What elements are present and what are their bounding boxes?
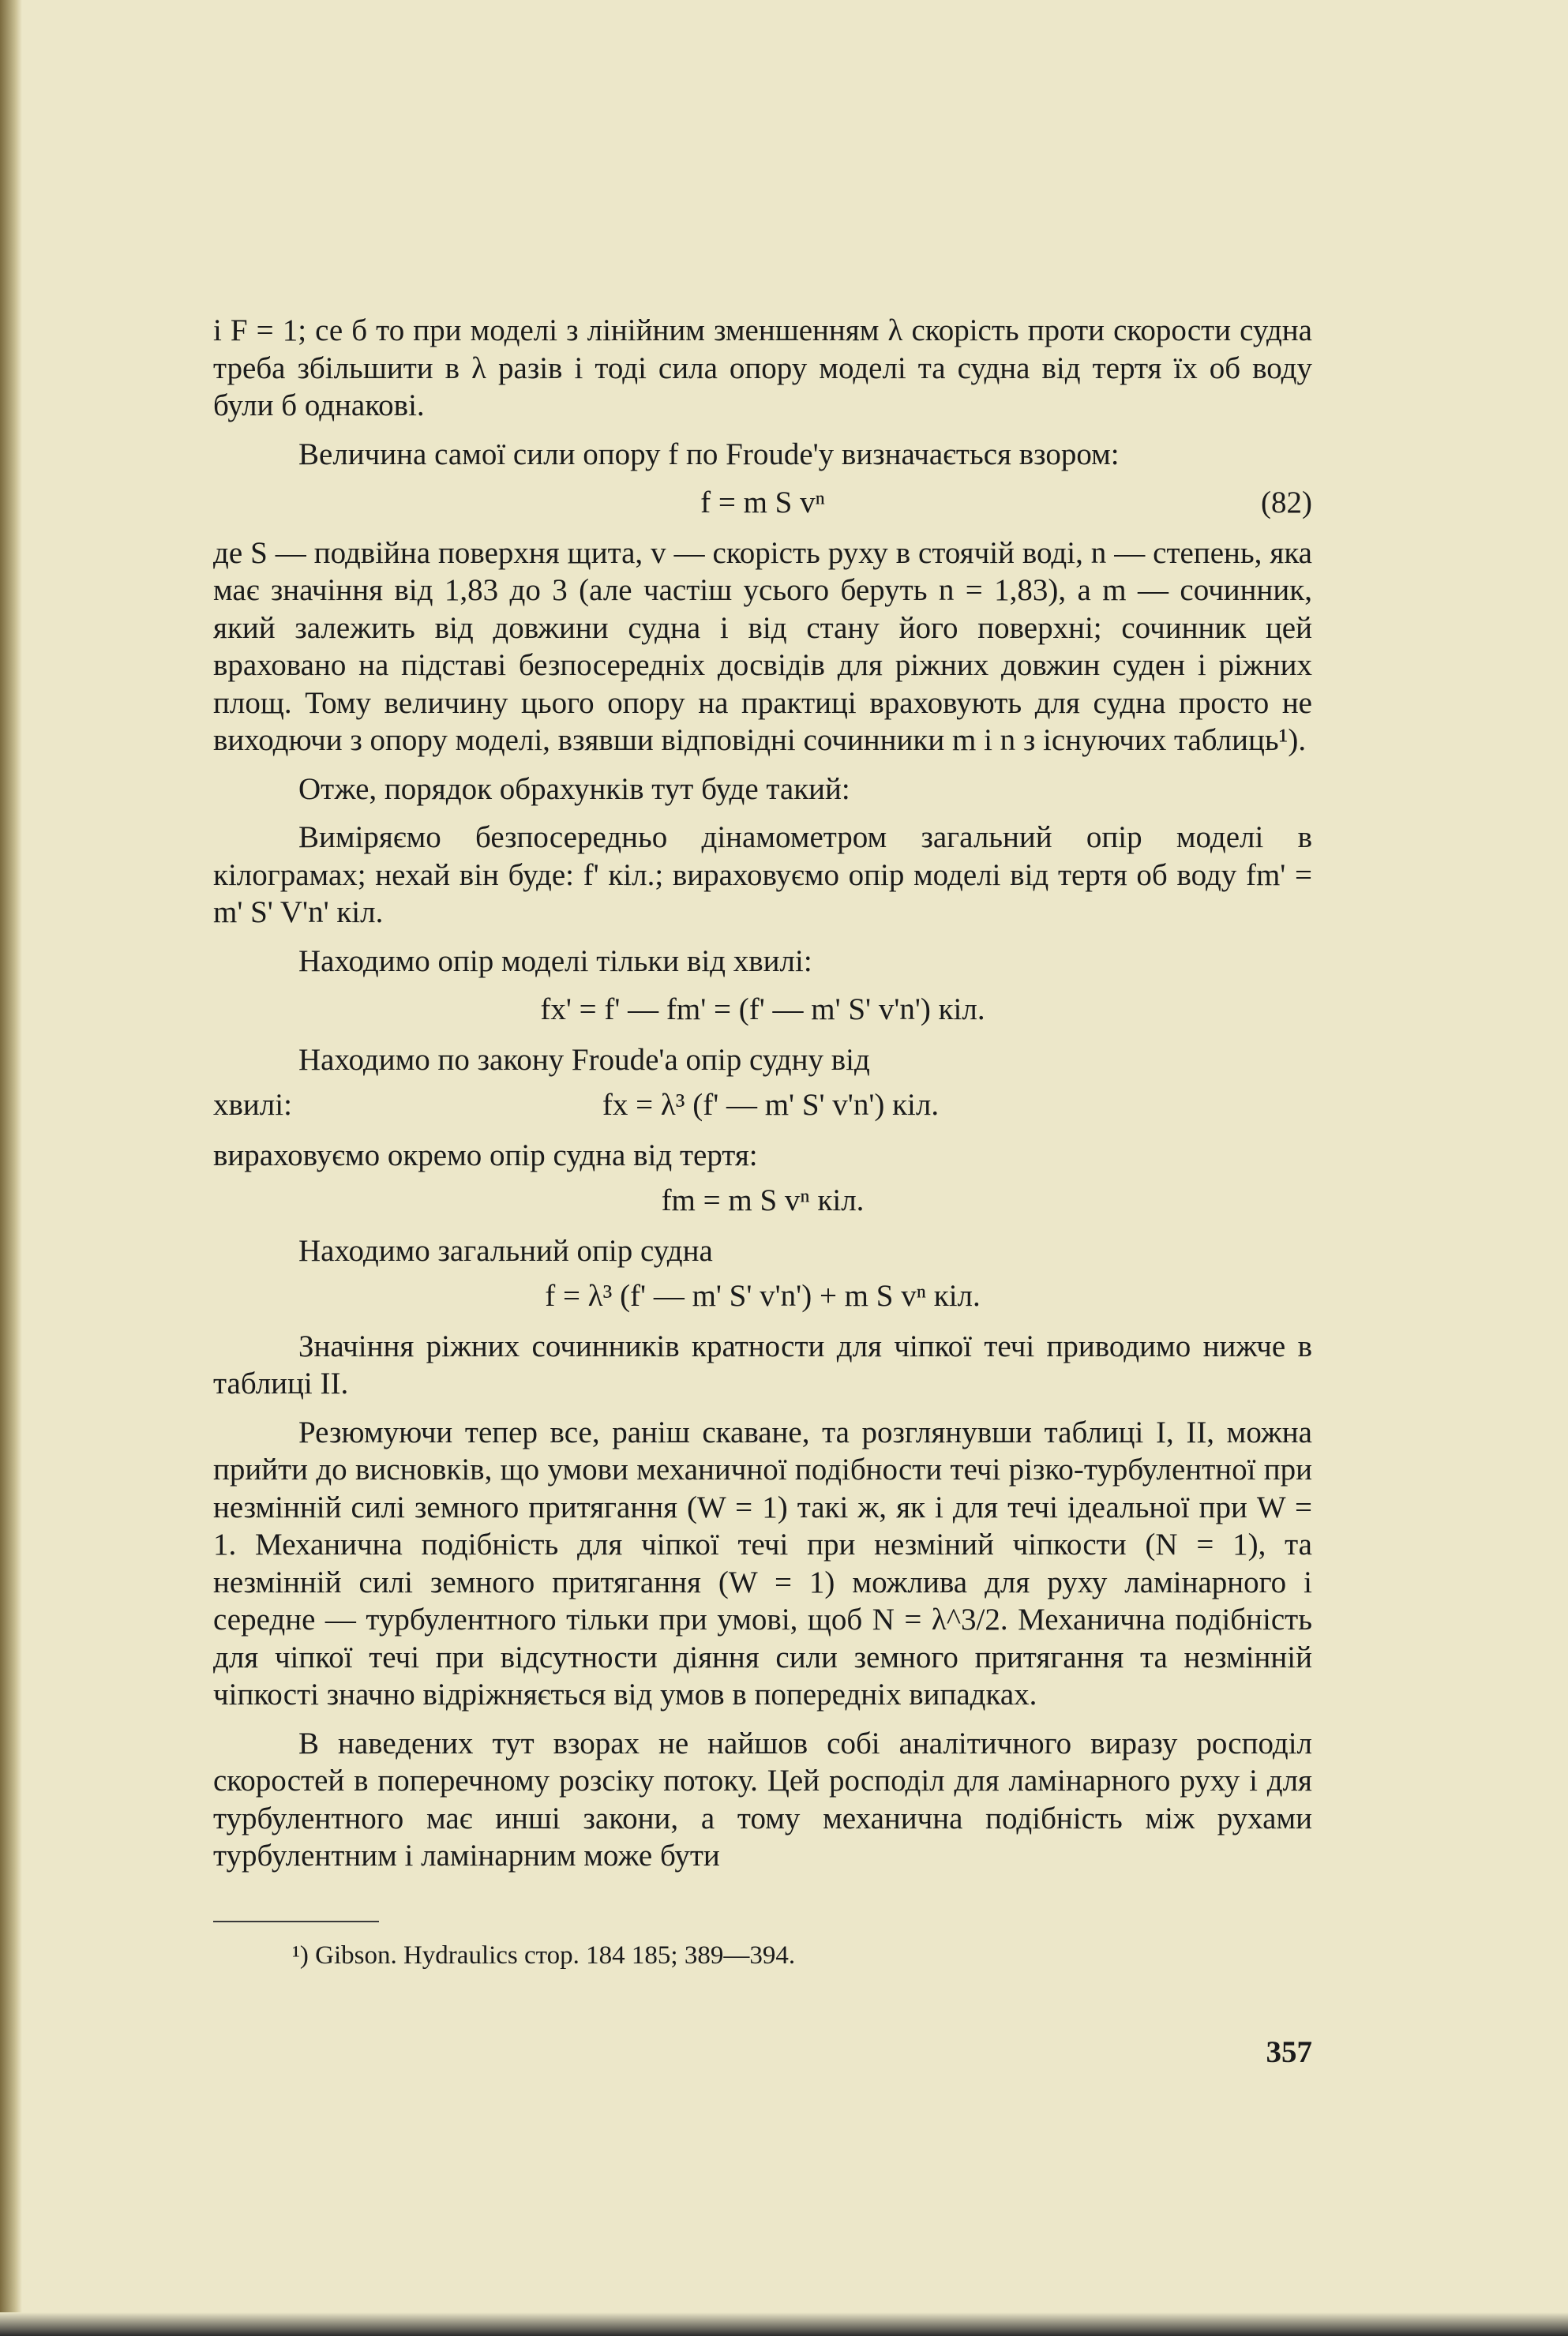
equation-ship-wave: fx = λ³ (f' — m' S' v'n') кіл. xyxy=(602,1088,940,1122)
equation-ship-friction: fm = m S vⁿ кіл. xyxy=(661,1183,865,1217)
equation-model-wave: fx' = f' — fm' = (f' — m' S' v'n') кіл. xyxy=(540,992,985,1026)
paragraph-calculation-order: Отже, порядок обрахунків тут буде такий: xyxy=(298,771,850,806)
paragraph-total-resistance: Находимо загальний опір судна xyxy=(298,1233,713,1268)
page-bottom-shadow xyxy=(0,2312,1568,2336)
book-spine-shadow xyxy=(0,0,22,2336)
equation-total: f = λ³ (f' — m' S' v'n') + m S vⁿ кіл. xyxy=(545,1279,981,1313)
equation-82 xyxy=(213,484,1312,522)
equation-82-formula: f = m S vⁿ xyxy=(700,486,825,519)
equation-82-number: (82) xyxy=(1261,486,1312,519)
paragraph-intro: і F = 1; се б то при моделі з лінійним зменшенням λ скорість проти скорости судна треба збільшити в λ разів і тоді сила опору моделі та судна від тертя їх об воду були б однакові. xyxy=(213,313,1312,422)
paragraph-velocity-distribution: В наведених тут взорах не найшов собі аналітичного виразу росподіл скоростей в поперечному розсіку потоку. Цей росподіл для ламінарного руху і для турбулентного має инші закони, а тому механична подібність між рухами турбулентним і ламінарним може бути xyxy=(213,1726,1312,1873)
paragraph-froude-formula-intro: Величина самої сили опору f по Froude'у визначається взором: xyxy=(298,437,1120,471)
paragraph-summary: Резюмуючи тепер все, раніш скаване, та розглянувши таблиці I, II, можна прийти до висновків, що умови механичної подібности течі різко-турбулентної при незмінній силі земного притягання (W = 1) такі ж, як і для течі ідеальної при W = 1. Механична подібність для чіпкої течі при незміний чіпкости (N = 1), та незмінній силі земного притягання (W = 1) можлива для руху ламінарного і середне — турбулентного тільки при умові, щоб N = λ^3/2. Механична подібність для чіпкої течі при відсутности діяння сили земного притягання та незмінній чіпкості значно відріжняється від умов в попередніх випадках. xyxy=(213,1415,1312,1712)
paragraph-table-ii: Значіння ріжних сочинників кратности для чіпкої течі приводимо нижче в таблиці II. xyxy=(213,1329,1312,1400)
paragraph-definitions: де S — подвійна поверхня щита, v — скорість руху в стоячій воді, n — степень, яка має значіння від 1,83 до 3 (але частіш усього беруть n = 1,83), а m — сочинник, який залежить від довжини судна і від стану його поверхні; сочинник цей враховано на підставі безпосередніх досвідів для ріжних довжин суден і ріжних площ. Тому величину цього опору на практиці враховують для судна просто не виходючи з опору моделі, взявши відповідні сочинники m і n з існуючих таблиць¹). xyxy=(213,535,1312,757)
footnote: ¹) Gibson. Hydraulics стор. 184 185; 389—394. xyxy=(292,1940,796,1970)
paragraph-model-wave: Находимо опір моделі тільки від хвилі: xyxy=(298,943,812,978)
page-number: 357 xyxy=(1266,2035,1312,2069)
page-text-body xyxy=(213,312,1312,1971)
equation-ship-wave-row xyxy=(213,1086,1312,1124)
paragraph-ship-wave: Находимо по закону Froude'a опір судну від xyxy=(298,1042,870,1077)
paragraph-ship-friction: вираховуємо окремо опір судна від тертя: xyxy=(213,1138,758,1172)
paragraph-measure-model: Виміряємо безпосередньо дінамометром загальний опір моделі в кілограмах; нехай він буде: f' кіл.; вираховуємо опір моделі від тертя об воду fm' = m' S' V'n' кіл. xyxy=(213,820,1312,929)
footnote-divider xyxy=(213,1921,379,1922)
equation-ship-wave-lead: хвилі: xyxy=(213,1088,292,1122)
